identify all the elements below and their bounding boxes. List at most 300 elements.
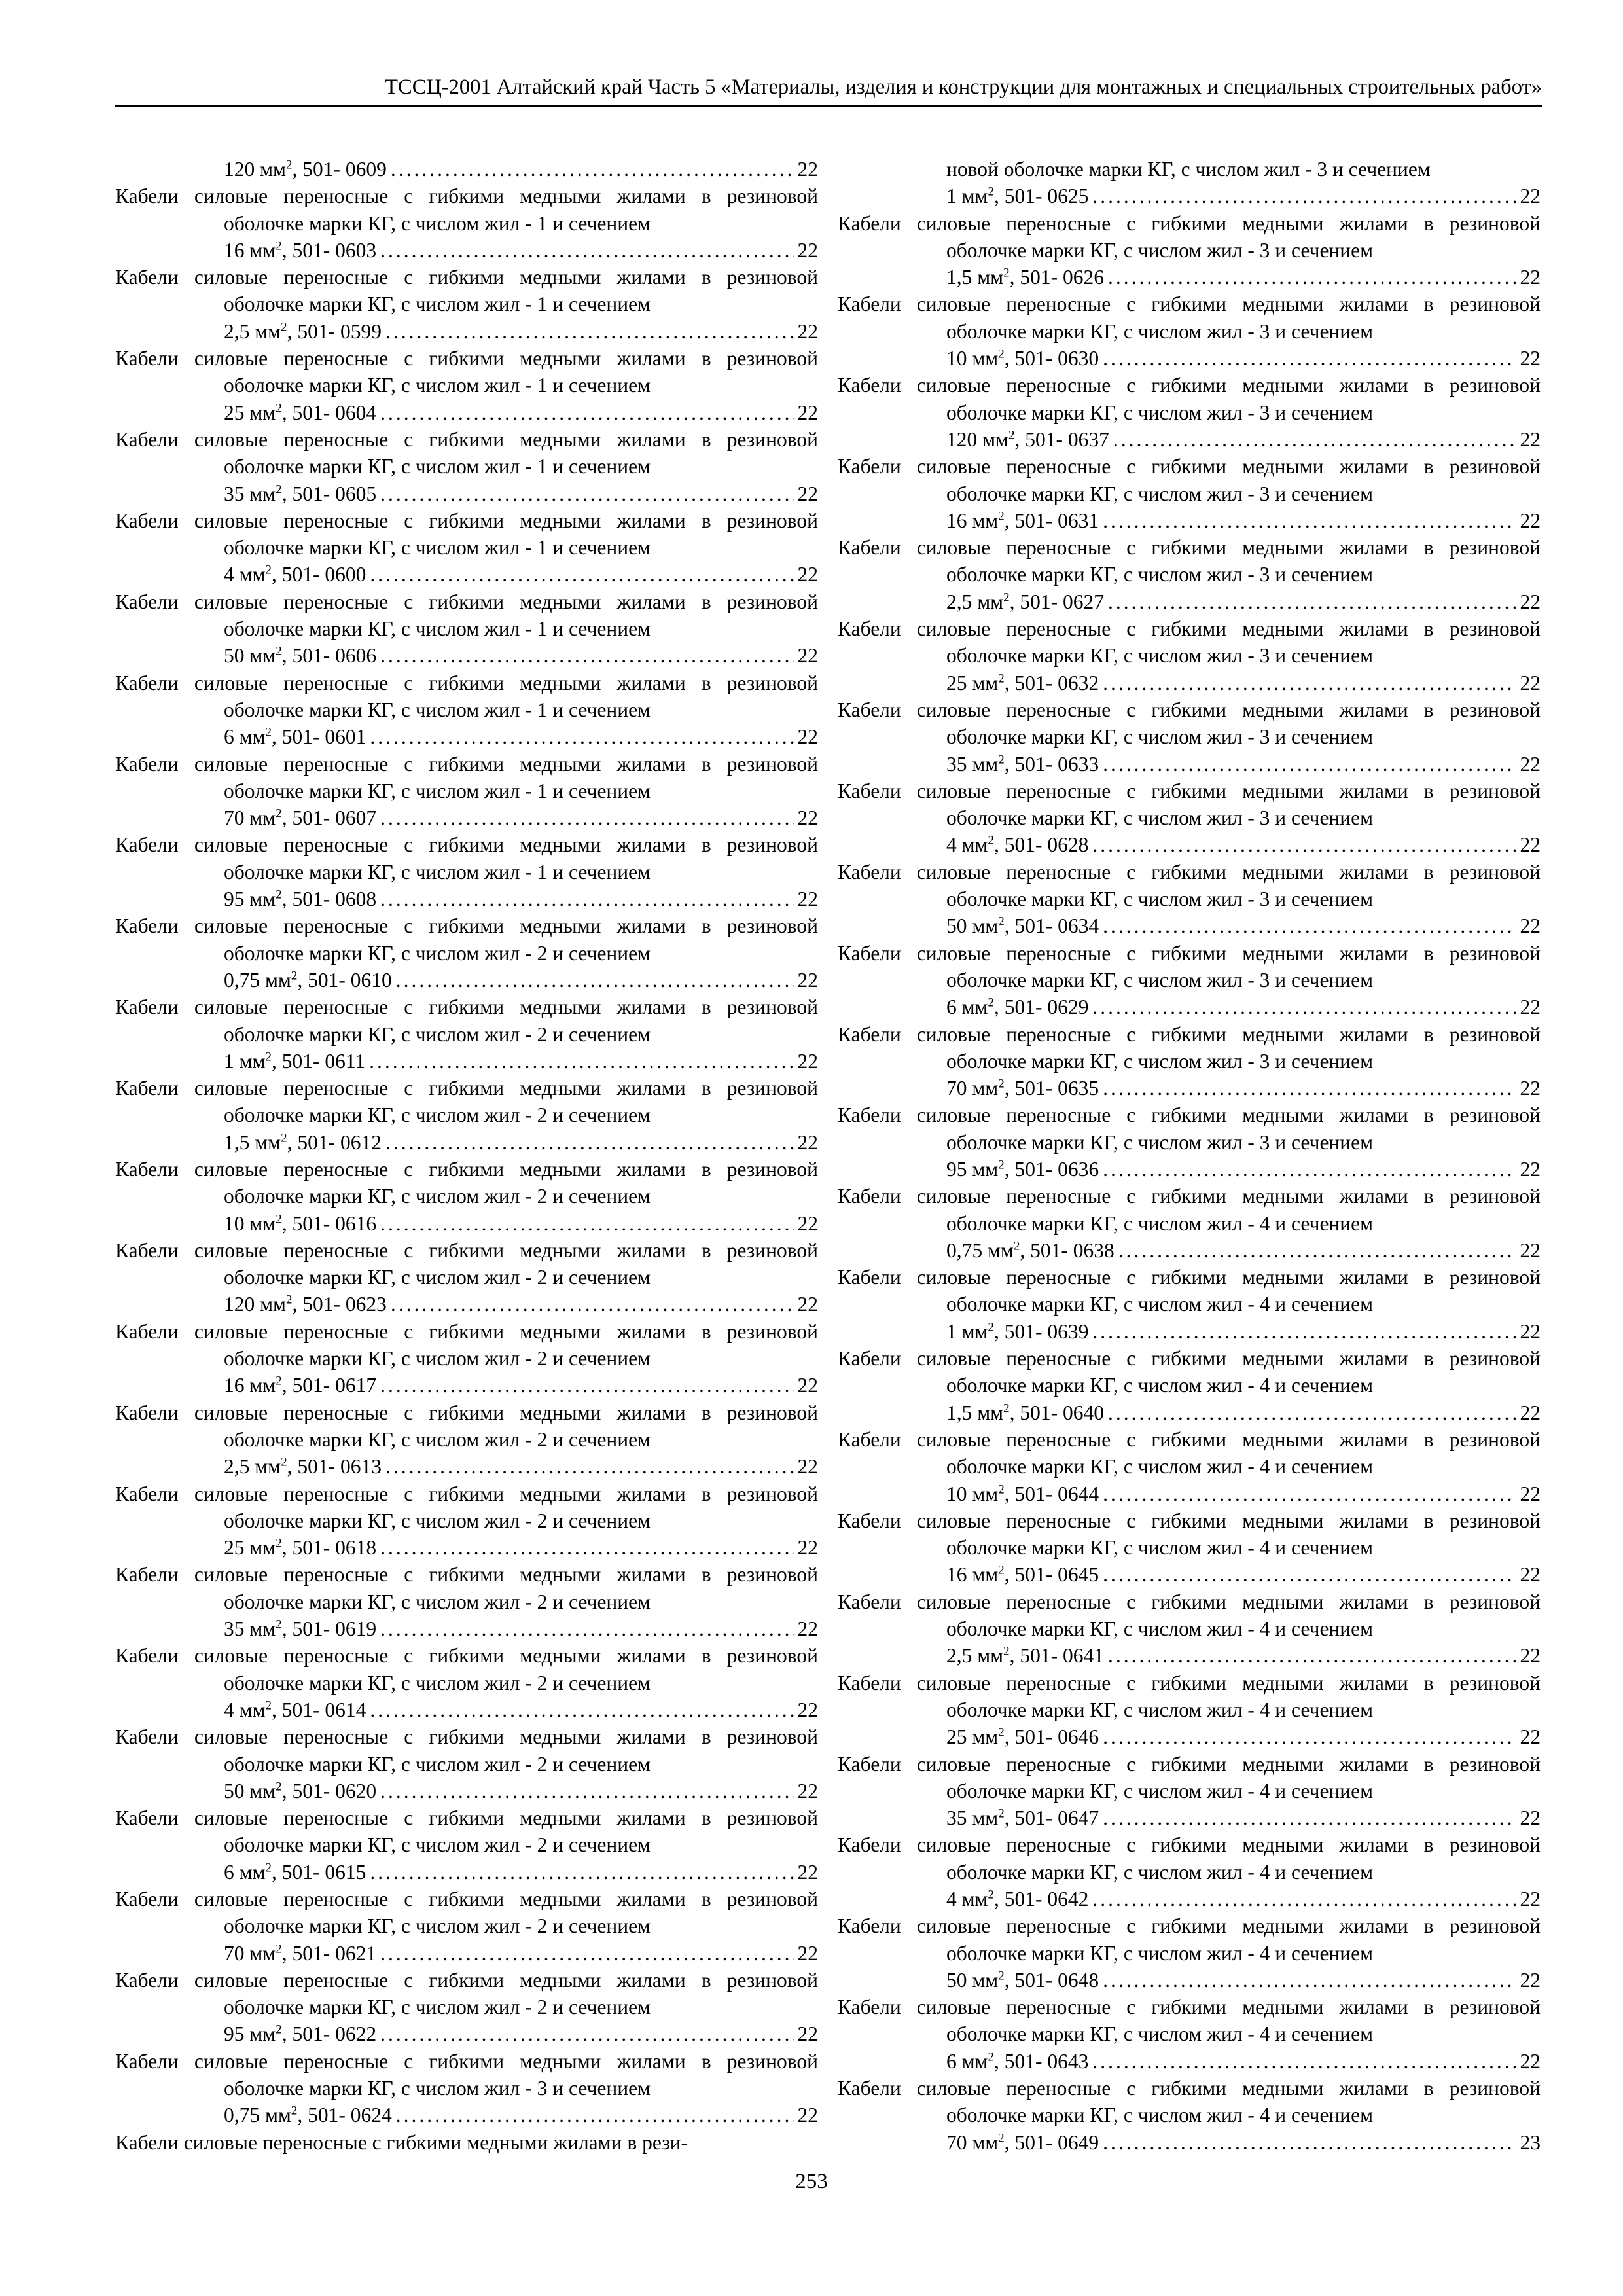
index-entry-fragment: Кабели силовые переносные с гибкими медными жилами в рези- [115,2130,688,2154]
entry-section: 2,5 $мм^2$, 501- 0627 [946,590,1104,613]
entry-page-ref: 22 [797,1211,818,1235]
entry-leader-line [224,723,818,750]
entry-page-ref: 22 [797,1779,818,1803]
unit-superscript: 2 [265,1861,272,1875]
entry-page-ref: 22 [797,725,818,749]
unit-superscript: 2 [276,888,282,902]
dot-leader [1103,345,1516,372]
dot-leader [370,561,793,588]
entry-leader-line [224,642,818,669]
dot-leader [1092,831,1516,858]
entry-leader-line [946,1723,1541,1750]
entry-page-ref: 22 [797,238,818,262]
dot-leader [385,1453,794,1480]
unit-superscript: 2 [281,1131,287,1145]
entry-page-ref: 22 [1520,266,1541,289]
dot-leader [1092,1886,1516,1912]
index-entry [115,1237,818,1318]
entry-leader-line [224,1778,818,1804]
unit-superscript: 2 [1003,266,1010,280]
index-entry [115,670,818,751]
entry-section: 35 $мм^2$, 501- 0619 [224,1617,377,1641]
index-entry [838,859,1541,940]
entry-page-ref: 22 [797,319,818,343]
dot-leader [1103,751,1516,778]
unit-superscript: 2 [276,1942,282,1956]
entry-leader-line [946,1561,1541,1588]
dot-leader [1103,1156,1516,1183]
index-entry [838,1507,1541,1588]
entry-section: 1,5 $мм^2$, 501- 0640 [946,1401,1104,1424]
entry-description: Кабели силовые переносные с гибкими медными жилами в резиновой оболочке марки КГ, с числом жил - 3 и сечением [838,698,1541,749]
entry-page-ref: 22 [1520,1968,1541,1992]
unit-superscript: 2 [265,563,272,577]
unit-superscript: 2 [276,1780,282,1794]
dot-leader [1092,994,1516,1020]
entry-description: Кабели силовые переносные с гибкими медными жилами в резиновой оболочке марки КГ, с числом жил - 4 и сечением [838,1185,1541,1235]
dot-leader [1103,1723,1516,1750]
entry-leader-line [224,1129,818,1156]
unit-superscript: 2 [998,1969,1005,1983]
index-entry [838,1751,1541,1832]
entry-section: 25 $мм^2$, 501- 0618 [224,1536,377,1560]
entry-page-ref: 22 [1520,752,1541,776]
entry-description: Кабели силовые переносные с гибкими медными жилами в резиновой оболочке марки КГ, с числом жил - 2 и сечением [115,1482,818,1532]
entry-page-ref: 22 [1520,1319,1541,1343]
entry-section: 120 $мм^2$, 501- 0609 [224,158,387,181]
index-entry [115,1399,818,1480]
dot-leader [1103,2129,1516,2156]
entry-leader-line [946,670,1541,696]
entry-section: 4 $мм^2$, 501- 0614 [224,1698,366,1721]
dot-leader [391,156,794,183]
index-entry [838,615,1541,696]
entry-leader-line [224,1210,818,1237]
entry-section: 0,75 $мм^2$, 501- 0638 [946,1238,1115,1262]
dot-leader [385,318,794,345]
index-entry [115,1156,818,1237]
unit-superscript: 2 [1013,1239,1020,1253]
entry-section: 1,5 $мм^2$, 501- 0626 [946,266,1104,289]
unit-superscript: 2 [281,1455,287,1469]
unit-superscript: 2 [276,806,282,821]
entry-section: 10 $мм^2$, 501- 0630 [946,347,1099,370]
entry-section: 1 $мм^2$, 501- 0639 [946,1319,1089,1343]
dot-leader [1113,426,1516,453]
dot-leader [380,1615,793,1642]
entry-leader-line [224,1615,818,1642]
entry-page-ref: 22 [797,968,818,992]
entry-page-ref: 22 [1520,185,1541,208]
dot-leader [380,2020,793,2047]
entry-page-ref: 22 [797,1617,818,1641]
entry-description: Кабели силовые переносные с гибкими медными жилами в резиновой оболочке марки КГ, с числом жил - 4 и сечением [838,1833,1541,1884]
entry-section: 1,5 $мм^2$, 501- 0612 [224,1130,382,1154]
unit-superscript: 2 [276,239,282,253]
dot-leader [391,1291,794,1318]
entry-description: Кабели силовые переносные с гибкими медными жилами в резиновой оболочке марки КГ, с числом жил - 1 и сечением [115,671,818,721]
dot-leader [1108,1399,1516,1426]
unit-superscript: 2 [998,509,1005,524]
unit-superscript: 2 [276,401,282,416]
entry-leader-line [946,1318,1541,1345]
index-entry [115,1480,818,1562]
dot-leader [380,237,793,264]
entry-leader-line [224,1696,818,1723]
entry-page-ref: 22 [1520,2049,1541,2073]
entry-page-ref: 22 [797,644,818,668]
unit-superscript: 2 [998,1806,1005,1821]
unit-superscript: 2 [998,753,1005,767]
unit-superscript: 2 [988,996,994,1010]
entry-section: 70 $мм^2$, 501- 0635 [946,1077,1099,1100]
entry-description: Кабели силовые переносные с гибкими медными жилами в резиновой оболочке марки КГ, с числом жил - 3 и сечением [838,374,1541,424]
unit-superscript: 2 [998,1077,1005,1091]
entry-description: Кабели силовые переносные с гибкими медными жилами в резиновой оболочке марки КГ, с числом жил - 3 и сечением [115,2049,818,2100]
index-entry [838,1183,1541,1264]
index-entry [838,778,1541,859]
entry-page-ref: 22 [1520,1401,1541,1424]
entry-description: Кабели силовые переносные с гибкими медными жилами в резиновой оболочке марки КГ, с числом жил - 3 и сечением [838,617,1541,668]
unit-superscript: 2 [998,1725,1005,1740]
entry-description: Кабели силовые переносные с гибкими медными жилами в резиновой оболочке марки КГ, с числом жил - 4 и сечением [838,1914,1541,1965]
unit-superscript: 2 [988,1888,994,1902]
unit-superscript: 2 [998,2131,1005,2145]
dot-leader [396,967,794,994]
dot-leader [1092,2048,1516,2075]
entry-page-ref: 22 [1520,509,1541,532]
header-rule [115,105,1542,107]
entry-page-ref: 22 [797,158,818,181]
page-number: 253 [795,2170,828,2193]
index-entry [838,2075,1541,2156]
unit-superscript: 2 [998,1482,1005,1497]
entry-section: 16 $мм^2$, 501- 0603 [224,238,377,262]
dot-leader [1108,588,1516,615]
index-entry [838,940,1541,1021]
entry-page-ref: 22 [1520,347,1541,370]
entry-section: 6 $мм^2$, 501- 0629 [946,996,1089,1019]
index-entry [115,345,818,426]
index-entry [838,1426,1541,1507]
entry-section: 1 $мм^2$, 501- 0625 [946,185,1089,208]
index-entry [115,156,818,183]
entry-description: Кабели силовые переносные с гибкими медными жилами в резиновой оболочке марки КГ, с числом жил - 3 и сечением [838,211,1541,262]
index-entry [115,1723,818,1804]
index-entry [838,1264,1541,1345]
unit-superscript: 2 [276,482,282,497]
entry-section: 0,75 $мм^2$, 501- 0610 [224,968,392,992]
entry-section: 70 $мм^2$, 501- 0607 [224,806,377,830]
unit-superscript: 2 [276,1374,282,1388]
dot-leader [1103,912,1516,939]
entry-leader-line [224,2102,818,2128]
index-entry [115,426,818,507]
entry-page-ref: 22 [1520,1888,1541,1910]
unit-superscript: 2 [291,969,298,983]
dot-leader [380,1778,793,1804]
entry-section: 6 $мм^2$, 501- 0615 [224,1860,366,1884]
entry-description: Кабели силовые переносные с гибкими медными жилами в резиновой оболочке марки КГ, с числом жил - 2 и сечением [115,1157,818,1208]
entry-description: Кабели силовые переносные с гибкими медными жилами в резиновой оболочке марки КГ, с числом жил - 1 и сечением [115,185,818,235]
dot-leader [1103,670,1516,696]
index-entry [838,372,1541,453]
entry-description: Кабели силовые переносные с гибкими медными жилами в резиновой оболочке марки КГ, с числом жил - 4 и сечением [838,1996,1541,2046]
entry-page-ref: 23 [1520,2130,1541,2154]
entry-description: Кабели силовые переносные с гибкими медными жилами в резиновой оболочке марки КГ, с числом жил - 2 и сечением [115,1401,818,1451]
unit-superscript: 2 [988,833,994,848]
entry-leader-line [946,426,1541,453]
dot-leader [370,1696,793,1723]
entry-page-ref: 22 [797,888,818,911]
entry-leader-line [224,886,818,912]
entry-leader-line [946,831,1541,858]
unit-superscript: 2 [1003,1644,1010,1659]
dot-leader [369,1048,793,1075]
entry-page-ref: 22 [1520,427,1541,451]
unit-superscript: 2 [998,1158,1005,1172]
entry-leader-line [946,1480,1541,1507]
unit-superscript: 2 [276,644,282,658]
index-column-left [115,156,818,2156]
entry-section: 16 $мм^2$, 501- 0645 [946,1563,1099,1587]
unit-superscript: 2 [1008,428,1015,442]
entry-section: 50 $мм^2$, 501- 0620 [224,1779,377,1803]
entry-leader-line [224,399,818,426]
entry-section: 70 $мм^2$, 501- 0649 [946,2130,1099,2154]
index-entry [838,291,1541,372]
entry-description: Кабели силовые переносные с гибкими медными жилами в резиновой оболочке марки КГ, с числом жил - 2 и сечением [115,1806,818,1857]
entry-page-ref: 22 [1520,590,1541,613]
entry-description: Кабели силовые переносные с гибкими медными жилами в резиновой оболочке марки КГ, с числом жил - 2 и сечением [115,1238,818,1289]
entry-description: Кабели силовые переносные с гибкими медными жилами в резиновой оболочке марки КГ, с числом жил - 2 и сечением [115,1888,818,1938]
entry-description: Кабели силовые переносные с гибкими медными жилами в резиновой оболочке марки КГ, с числом жил - 4 и сечением [838,1347,1541,1397]
index-entry [115,1318,818,1399]
index-entry [115,1075,818,1156]
entry-description: Кабели силовые переносные с гибкими медными жилами в резиновой оболочке марки КГ, с числом жил - 2 и сечением [115,1644,818,1695]
entry-section: 35 $мм^2$, 501- 0633 [946,752,1099,776]
dot-leader [380,480,793,507]
entry-leader-line [224,1940,818,1967]
unit-superscript: 2 [281,320,287,334]
entry-description: Кабели силовые переносные с гибкими медными жилами в резиновой оболочке марки КГ, с числом жил - 4 и сечением [838,1427,1541,1479]
dot-leader [385,1129,794,1156]
entry-leader-line [946,1237,1541,1264]
entry-leader-line [946,994,1541,1020]
index-entry [115,1967,818,2048]
entry-description: Кабели силовые переносные с гибкими медными жилами в резиновой оболочке марки КГ, с числом жил - 2 и сечением [115,1968,818,2019]
dot-leader [1103,1075,1516,1102]
dot-leader [1103,1561,1516,1588]
unit-superscript: 2 [998,672,1005,686]
dot-leader [1103,1967,1516,1994]
index-entry [838,534,1541,615]
dot-leader [396,2102,794,2128]
index-entry [115,507,818,588]
entry-section: 25 $мм^2$, 501- 0646 [946,1725,1099,1749]
dot-leader [380,1372,793,1399]
entry-page-ref: 22 [1520,1077,1541,1100]
entry-leader-line [946,183,1541,209]
index-entry [838,210,1541,291]
dot-leader [380,399,793,426]
index-entry [115,1642,818,1723]
index-entry [838,1670,1541,1751]
unit-superscript: 2 [276,1617,282,1632]
entry-description: Кабели силовые переносные с гибкими медными жилами в резиновой оболочке марки КГ, с числом жил - 3 и сечением [838,1103,1541,1154]
unit-superscript: 2 [988,2050,994,2064]
dot-leader [380,886,793,912]
entry-description: Кабели силовые переносные с гибкими медными жилами в резиновой оболочке марки КГ, с числом жил - 4 и сечением [838,2077,1541,2127]
dot-leader [1103,1804,1516,1831]
entry-section: 2,5 $мм^2$, 501- 0599 [224,319,382,343]
index-entry [115,2048,818,2129]
entry-leader-line [946,1156,1541,1183]
index-entry [838,1021,1541,1102]
entry-section: 4 $мм^2$, 501- 0642 [946,1888,1089,1910]
unit-superscript: 2 [1003,590,1010,605]
entry-page-ref: 22 [1520,914,1541,938]
entry-leader-line [224,804,818,831]
index-entry [115,1804,818,1886]
entry-page-ref: 22 [797,1374,818,1397]
entry-section: 6 $мм^2$, 501- 0601 [224,725,366,749]
entry-section: 2,5 $мм^2$, 501- 0613 [224,1455,382,1479]
entry-description: Кабели силовые переносные с гибкими медными жилами в резиновой оболочке марки КГ, с числом жил - 3 и сечением [838,941,1541,992]
unit-superscript: 2 [265,725,272,740]
entry-page-ref: 22 [797,1455,818,1479]
dot-leader [1108,1642,1516,1669]
dot-leader [1092,1318,1516,1345]
entry-leader-line [224,1453,818,1480]
entry-section: 35 $мм^2$, 501- 0605 [224,482,377,505]
unit-superscript: 2 [988,1320,994,1335]
index-entry [838,1994,1541,2075]
running-header: ТССЦ-2001 Алтайский край Часть 5 «Материалы, изделия и конструкции для монтажных и специальных строительных работ» [385,75,1542,99]
entry-section: 16 $мм^2$, 501- 0617 [224,1374,377,1397]
entry-leader-line [224,1048,818,1075]
unit-superscript: 2 [276,1212,282,1227]
entry-page-ref: 22 [1520,1157,1541,1181]
entry-leader-line [946,588,1541,615]
entry-page-ref: 22 [797,401,818,424]
dot-leader [380,1210,793,1237]
entry-leader-line [946,264,1541,291]
unit-superscript: 2 [998,347,1005,361]
unit-superscript: 2 [276,2022,282,2037]
entry-section: 10 $мм^2$, 501- 0616 [224,1211,377,1235]
entry-page-ref: 22 [1520,1725,1541,1749]
index-entry [838,156,1541,210]
entry-section: 95 $мм^2$, 501- 0622 [224,2022,377,2046]
unit-superscript: 2 [265,1050,272,1064]
dot-leader [1103,1480,1516,1507]
entry-page-ref: 22 [797,1130,818,1154]
entry-section: 95 $мм^2$, 501- 0608 [224,888,377,911]
dot-leader [1108,264,1516,291]
entry-description: Кабели силовые переносные с гибкими медными жилами в резиновой оболочке марки КГ, с числом жил - 3 и сечением [838,860,1541,911]
index-entry [115,1561,818,1642]
entry-description: Кабели силовые переносные с гибкими медными жилами в резиновой оболочке марки КГ, с числом жил - 1 и сечением [115,266,818,316]
entry-description: Кабели силовые переносные с гибкими медными жилами в резиновой оболочке марки КГ, с числом жил - 1 и сечением [115,509,818,560]
entry-description: Кабели силовые переносные с гибкими медными жилами в резиновой оболочке марки КГ, с числом жил - 2 и сечением [115,914,818,965]
index-entry [838,696,1541,778]
entry-leader-line [946,1642,1541,1669]
dot-leader [370,1859,793,1886]
index-entry [838,1831,1541,1912]
entry-section: 0,75 $мм^2$, 501- 0624 [224,2104,392,2127]
entry-leader-line [224,1291,818,1318]
entry-description: Кабели силовые переносные с гибкими медными жилами в резиновой оболочке марки КГ, с числом жил - 4 и сечением [838,1509,1541,1560]
entry-description: Кабели силовые переносные с гибкими медными жилами в резиновой оболочке марки КГ, с числом жил - 4 и сечением [838,1752,1541,1803]
entry-section: 120 $мм^2$, 501- 0623 [224,1293,387,1316]
entry-leader-line [946,2129,1541,2156]
entry-page-ref: 22 [1520,1563,1541,1587]
index-entry [838,453,1541,534]
unit-superscript: 2 [1003,1401,1010,1416]
dot-leader [380,642,793,669]
entry-page-ref: 22 [797,482,818,505]
entry-leader-line [946,1804,1541,1831]
entry-page-ref: 22 [1520,1482,1541,1505]
entry-leader-line [946,912,1541,939]
entry-leader-line [946,507,1541,534]
entry-page-ref: 22 [797,806,818,830]
entry-description: Кабели силовые переносные с гибкими медными жилами в резиновой оболочке марки КГ, с числом жил - 3 и сечением [838,779,1541,830]
entry-description: Кабели силовые переносные с гибкими медными жилами в резиновой оболочке марки КГ, с числом жил - 2 и сечением [115,996,818,1046]
entry-page-ref: 22 [1520,1806,1541,1830]
index-entry [115,183,818,264]
entry-page-ref: 22 [797,1941,818,1965]
entry-page-ref: 22 [1520,833,1541,857]
unit-superscript: 2 [286,1293,293,1307]
entry-section: 25 $мм^2$, 501- 0604 [224,401,377,424]
entry-leader-line [946,751,1541,778]
entry-description: Кабели силовые переносные с гибкими медными жилами в резиновой оболочке марки КГ, с числом жил - 1 и сечением [115,347,818,397]
index-entry [115,912,818,994]
entry-leader-line [224,318,818,345]
unit-superscript: 2 [998,914,1005,929]
entry-section: 50 $мм^2$, 501- 0634 [946,914,1099,938]
dot-leader [370,723,793,750]
entry-page-ref: 22 [797,1049,818,1073]
entry-description: Кабели силовые переносные с гибкими медными жилами в резиновой оболочке марки КГ, с числом жил - 1 и сечением [115,427,818,478]
entry-page-ref: 22 [1520,1238,1541,1262]
index-entry [115,831,818,912]
entry-leader-line [224,480,818,507]
entry-page-ref: 22 [797,1860,818,1884]
entry-section: 35 $мм^2$, 501- 0647 [946,1806,1099,1830]
entry-description: Кабели силовые переносные с гибкими медными жилами в резиновой оболочке марки КГ, с числом жил - 2 и сечением [115,1563,818,1613]
index-entry [115,588,818,670]
index-entry [115,751,818,832]
entry-section: 6 $мм^2$, 501- 0643 [946,2049,1089,2073]
entry-section: 50 $мм^2$, 501- 0606 [224,644,377,668]
entry-description: Кабели силовые переносные с гибкими медными жилами в резиновой оболочке марки КГ, с числом жил - 4 и сечением [838,1590,1541,1641]
entry-leader-line [224,2020,818,2047]
entry-page-ref: 22 [797,2104,818,2127]
index-column-right [838,156,1541,2156]
unit-superscript: 2 [988,185,994,199]
unit-superscript: 2 [291,2104,298,2118]
entry-page-ref: 22 [797,1698,818,1721]
dot-leader [380,804,793,831]
unit-superscript: 2 [286,158,293,172]
entry-section: 70 $мм^2$, 501- 0621 [224,1941,377,1965]
dot-leader [1118,1237,1516,1264]
entry-section: 25 $мм^2$, 501- 0632 [946,671,1099,694]
entry-section: 10 $мм^2$, 501- 0644 [946,1482,1099,1505]
